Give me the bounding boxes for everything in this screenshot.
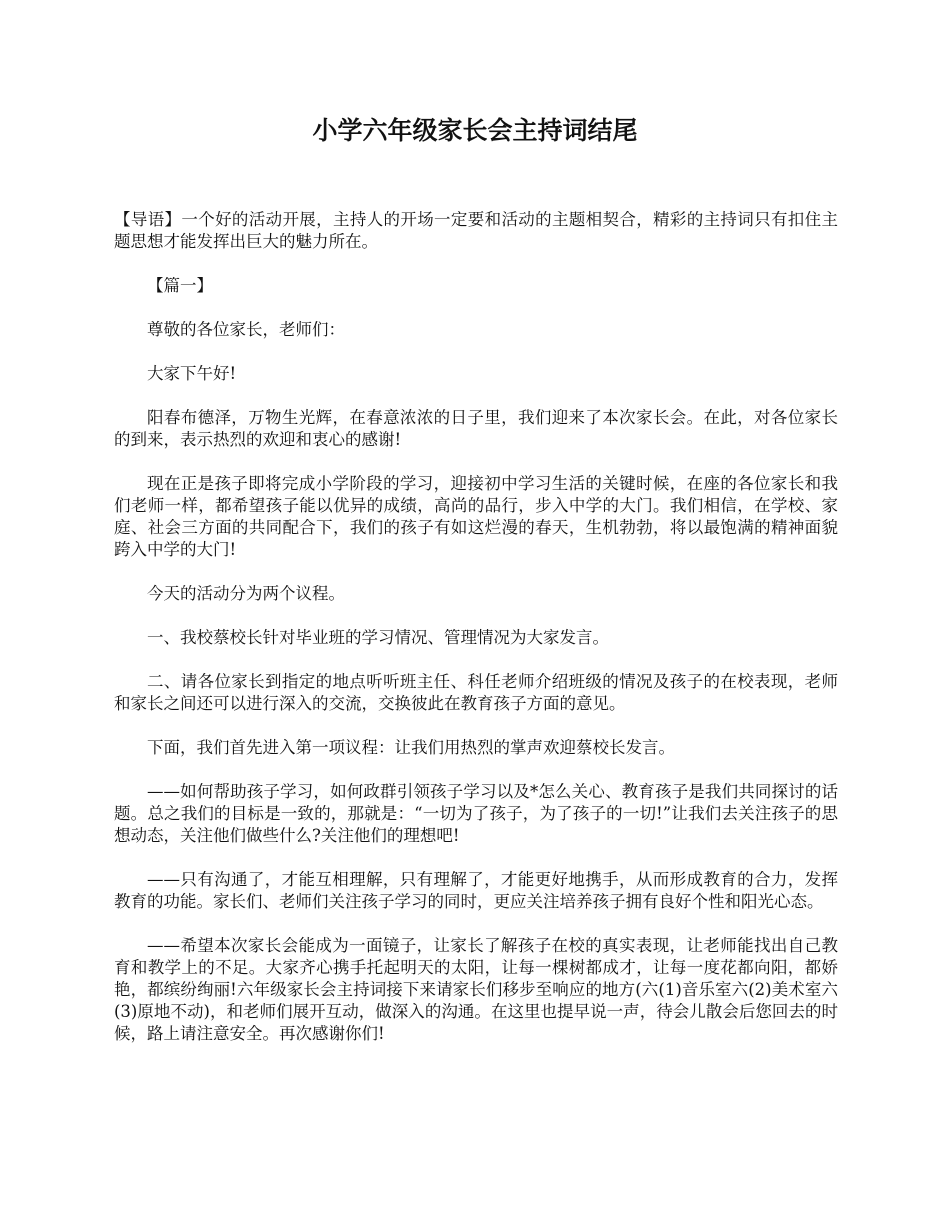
body-paragraph: 阳春布德泽，万物生光辉，在春意浓浓的日子里，我们迎来了本次家长会。在此，对各位家长的到来，表示热烈的欢迎和衷心的感谢! [114,408,838,449]
body-paragraph: 二、请各位家长到指定的地点听听班主任、科任老师介绍班级的情况及孩子的在校表现，老师和家长之间还可以进行深入的交流，交换彼此在教育孩子方面的意见。 [114,672,838,713]
section-label: 【篇一】 [147,276,213,295]
document-title: 小学六年级家长会主持词结尾 [312,116,638,145]
body-paragraph: 尊敬的各位家长，老师们： [147,320,345,339]
body-paragraph: 现在正是孩子即将完成小学阶段的学习，迎接初中学习生活的关键时候，在座的各位家长和我们老师一样，都希望孩子能以优异的成绩，高尚的品行，步入中学的大门。我们相信，在学校、家庭、社会三方面的共同配合下，我们的孩子有如这烂漫的春天，生机勃勃，将以最饱满的精神面貌跨入中学的大门! [114,474,838,559]
intro-paragraph: 【导语】一个好的活动开展，主持人的开场一定要和活动的主题相契合，精彩的主持词只有扣住主题思想才能发挥出巨大的魅力所在。 [114,210,838,251]
body-paragraph: 下面，我们首先进入第一项议程：让我们用热烈的掌声欢迎蔡校长发言。 [147,738,675,757]
document-body [114,209,838,1067]
body-paragraph: ——如何帮助孩子学习，如何政群引领孩子学习以及*怎么关心、教育孩子是我们共同探讨的话题。总之我们的目标是一致的，那就是：“一切为了孩子，为了孩子的一切!”让我们去关注孩子的思想动态，关注他们做些什么?关注他们的理想吧! [114,782,838,845]
body-paragraph: ——只有沟通了，才能互相理解，只有理解了，才能更好地携手，从而形成教育的合力，发挥教育的功能。家长们、老师们关注孩子学习的同时，更应关注培养孩子拥有良好个性和阳光心态。 [114,870,838,911]
body-paragraph: 一、我校蔡校长针对毕业班的学习情况、管理情况为大家发言。 [147,628,609,647]
body-paragraph: ——希望本次家长会能成为一面镜子，让家长了解孩子在校的真实表现，让老师能找出自己教育和教学上的不足。大家齐心携手托起明天的太阳，让每一棵树都成才，让每一度花都向阳，都娇艳，都缤纷绚丽!六年级家长会主持词接下来请家长们移步至响应的地方(六(1)音乐室六(2)美术室六(3)原地不动)，和老师们展开互动，做深入的沟通。在这里也提早说一声，待会儿散会后您回去的时候，路上请注意安全。再次感谢你们! [114,936,838,1043]
body-paragraph: 大家下午好! [147,364,237,383]
body-paragraph: 今天的活动分为两个议程。 [147,584,345,603]
